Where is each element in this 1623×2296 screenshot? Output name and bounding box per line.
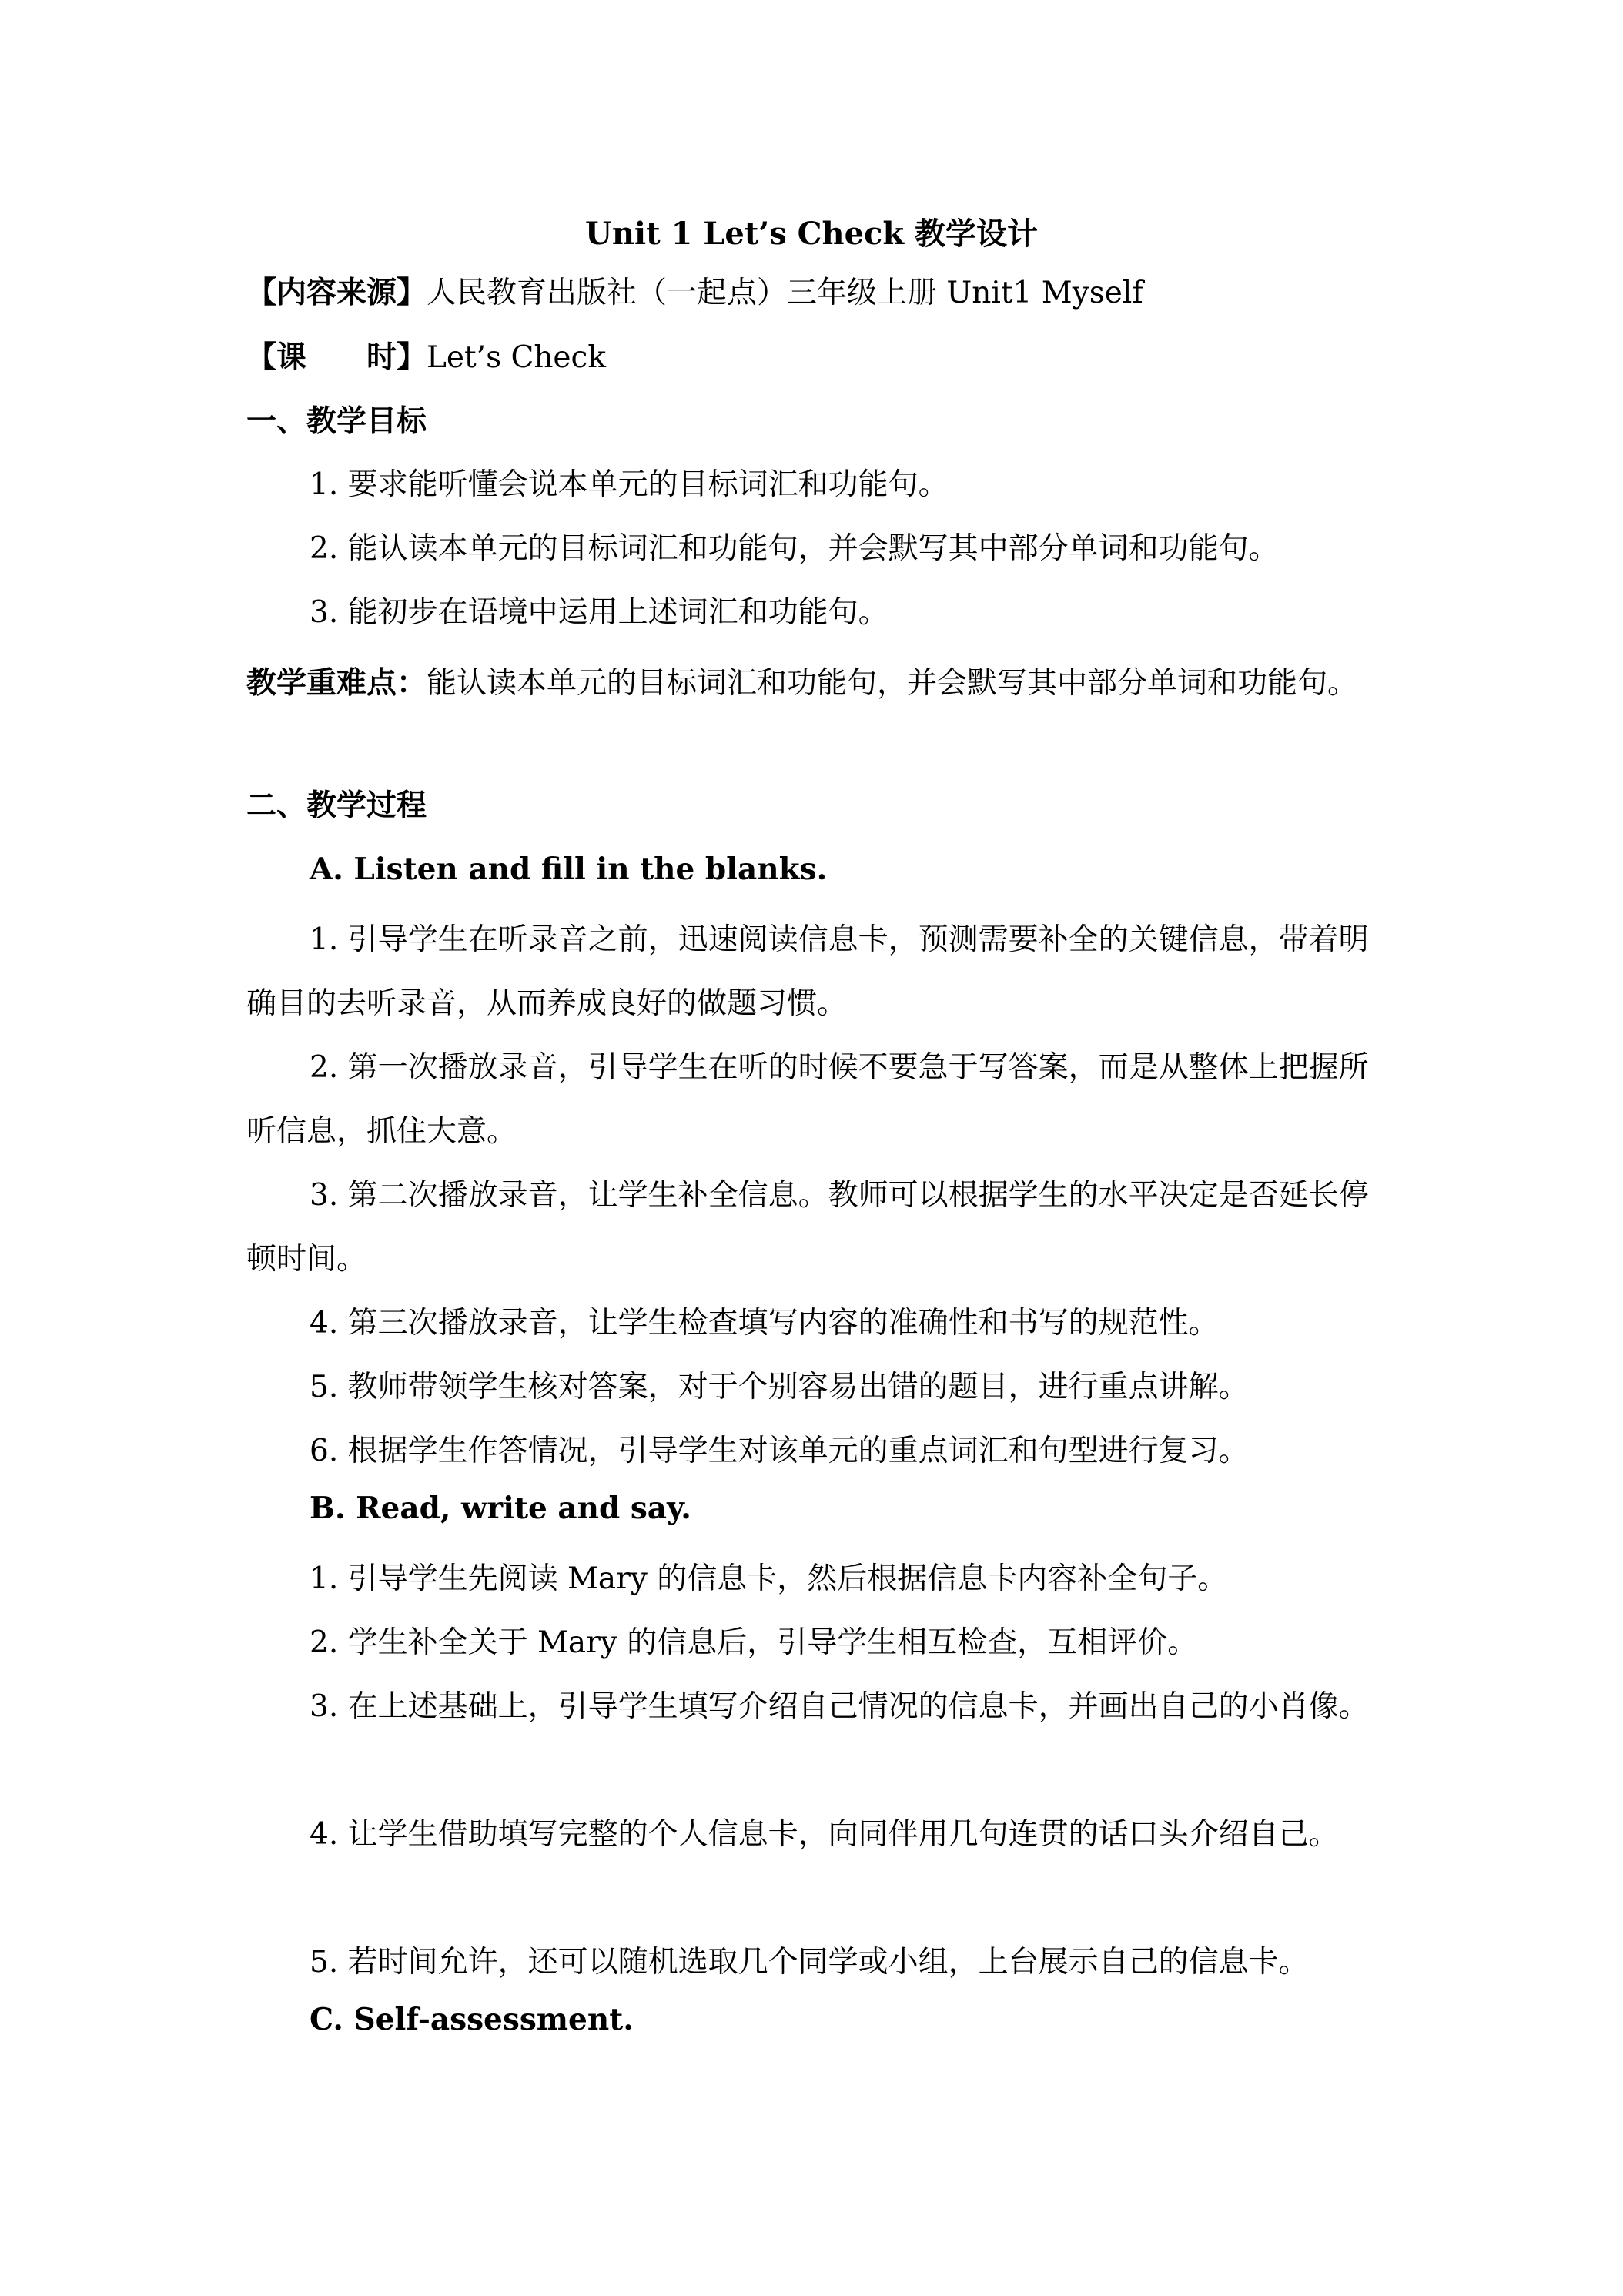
period-value: Let’s Check: [427, 340, 606, 375]
key-points-value: 能认读本单元的目标词汇和功能句，并会默写其中部分单词和功能句。: [427, 666, 1358, 701]
document-title: Unit 1 Let’s Check 教学设计: [584, 216, 1039, 252]
section-heading-objectives: 一、教学目标: [246, 403, 427, 439]
objective-item: 1. 要求能听懂会说本单元的目标词汇和功能句。: [310, 467, 949, 502]
part-a-step: 4. 第三次播放录音，让学生检查填写内容的准确性和书写的规范性。: [310, 1306, 1219, 1340]
period-label: 【课 时】: [246, 340, 427, 375]
part-b-heading: B. Read, write and say.: [310, 1491, 691, 1526]
part-b-step: 5. 若时间允许，还可以随机选取几个同学或小组，上台展示自己的信息卡。: [310, 1945, 1309, 1980]
objective-item: 2. 能认读本单元的目标词汇和功能句，并会默写其中部分单词和功能句。: [310, 531, 1279, 566]
part-b-step: 4. 让学生借助填写完整的个人信息卡，向同伴用几句连贯的话口头介绍自己。: [310, 1817, 1339, 1852]
part-a-heading: A. Listen and fill in the blanks.: [310, 852, 828, 887]
part-a-step: 2. 第一次播放录音，引导学生在听的时候不要急于写答案，而是从整体上把握所听信息，抓住大意。: [246, 1050, 1369, 1149]
source-label: 【内容来源】: [246, 275, 427, 310]
section-heading-process: 二、教学过程: [246, 788, 427, 823]
objective-item: 3. 能初步在语境中运用上述词汇和功能句。: [310, 595, 888, 630]
part-a-step: 3. 第二次播放录音，让学生补全信息。教师可以根据学生的水平决定是否延长停顿时间。: [246, 1178, 1369, 1277]
part-c-heading: C. Self-assessment.: [310, 2002, 634, 2037]
period-line: [246, 336, 606, 380]
source-value: 人民教育出版社（一起点）三年级上册 Unit1 Myself: [427, 276, 1143, 310]
part-a-step: 6. 根据学生作答情况，引导学生对该单元的重点词汇和句型进行复习。: [310, 1434, 1249, 1468]
part-b-step: 1. 引导学生先阅读 Mary 的信息卡，然后根据信息卡内容补全句子。: [310, 1561, 1228, 1596]
part-b-step: 2. 学生补全关于 Mary 的信息后，引导学生相互检查，互相评价。: [310, 1625, 1198, 1660]
part-a-step: 5. 教师带领学生核对答案，对于个别容易出错的题目，进行重点讲解。: [310, 1370, 1249, 1404]
key-points-label: 教学重难点：: [246, 665, 427, 701]
key-points-paragraph: [246, 651, 1378, 715]
part-a-step: 1. 引导学生在听录音之前，迅速阅读信息卡，预测需要补全的关键信息，带着明确目的去听录音，从而养成良好的做题习惯。: [246, 922, 1369, 1021]
part-b-step: 3. 在上述基础上，引导学生填写介绍自己情况的信息卡，并画出自己的小肖像。: [310, 1689, 1369, 1724]
source-line: [246, 271, 1143, 315]
